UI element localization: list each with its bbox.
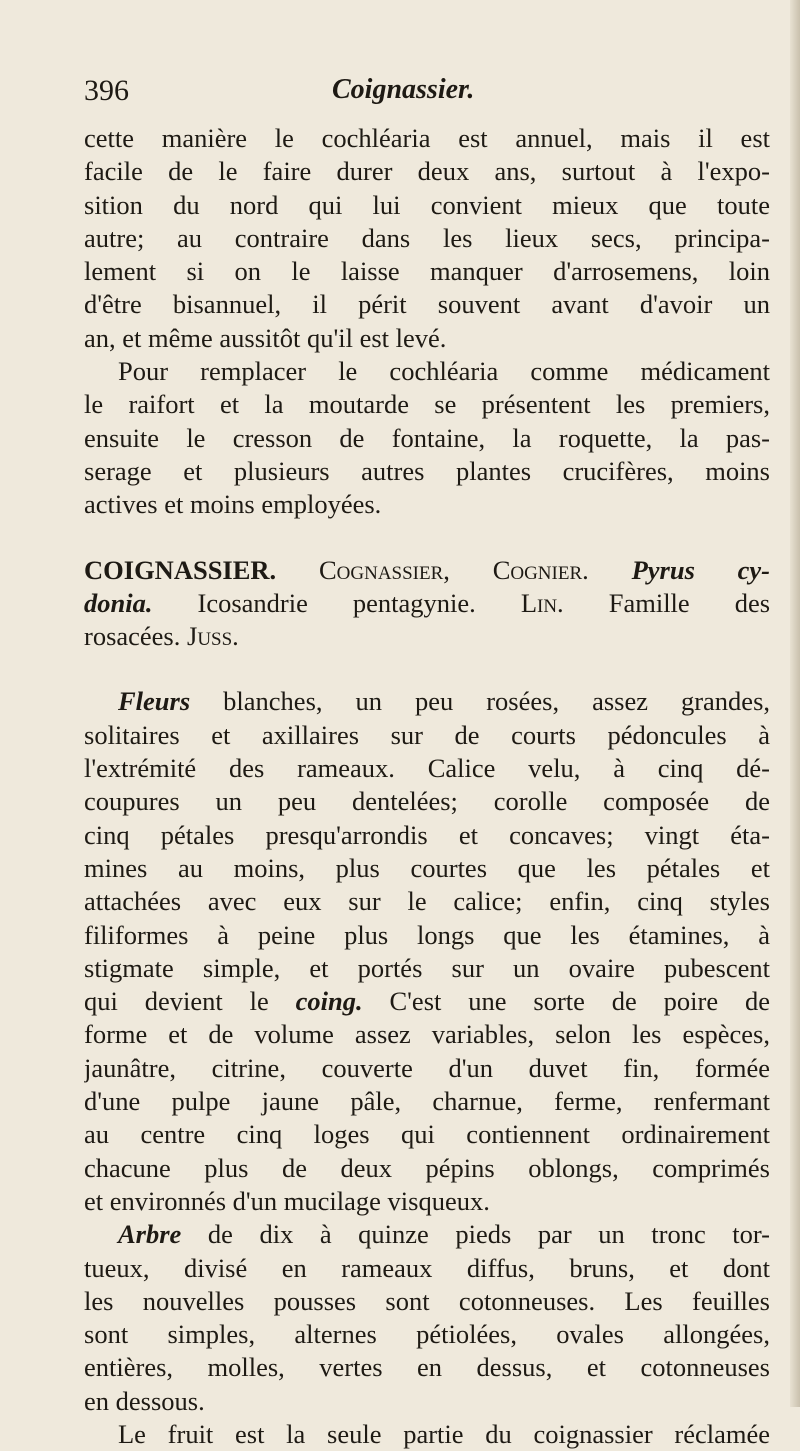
section-gap xyxy=(84,653,770,685)
text-line: d'une pulpe jaune pâle, charnue, ferme, renfermant xyxy=(84,1086,770,1117)
text-line: stigmate simple, et portés sur un ovaire pubescent xyxy=(84,952,770,983)
text-line: sition du nord qui lui convient mieux que toute xyxy=(84,189,770,220)
entry-headword: COIGNASSIER. xyxy=(84,554,277,585)
text-line: lement si on le laisse manquer d'arrosemens, loin xyxy=(84,256,770,287)
text-line: cette manière le cochléaria est annuel, mais il est xyxy=(84,123,770,153)
text-line: et environnés d'un mucilage visqueux. xyxy=(84,1185,490,1216)
text-line: attachées avec eux sur le calice; enfin, cinq styles xyxy=(84,886,770,917)
text-line: chacune plus de deux pépins oblongs, comprimés xyxy=(84,1152,770,1183)
paragraph-substitutes xyxy=(84,355,770,521)
text-line: coupures un peu dentelées; corolle composée de xyxy=(84,786,770,817)
text-line: cinq pétales presqu'arrondis et concaves; vingt éta- xyxy=(84,819,770,850)
text-line: sont simples, alternes pétiolées, ovales allongées, xyxy=(84,1319,770,1350)
text-line: mines au moins, plus courtes que les pétales et xyxy=(84,852,770,883)
entry-synonyms: Cognassier, Cognier. xyxy=(318,554,589,585)
text-line: l'extrémité des rameaux. Calice velu, à cinq dé- xyxy=(84,753,770,784)
family-label: Famille des xyxy=(608,587,770,618)
tree-first-line: de dix à quinze pieds par un tronc tor- xyxy=(207,1219,770,1250)
text-line: ensuite le cresson de fontaine, la roquette, la pas- xyxy=(84,422,770,453)
text-line xyxy=(84,620,770,653)
text-line: les nouvelles pousses sont cotonneuses. Les feuilles xyxy=(84,1285,770,1316)
paragraph-tree xyxy=(84,1218,770,1418)
text-line: autre; au contraire dans les lieux secs, principa- xyxy=(84,222,770,253)
text-line: Pour remplacer le cochléaria comme médicament xyxy=(118,356,770,387)
authority-jussieu: Juss. xyxy=(187,621,239,652)
latin-name: Pyrus cy- xyxy=(631,554,770,585)
text-line: entières, molles, vertes en dessus, et cotonneuses xyxy=(84,1352,770,1383)
running-title: Coignassier. xyxy=(332,74,475,105)
text-line: serage et plusieurs autres plantes crucifères, moins xyxy=(84,455,770,486)
text-line: filiformes à peine plus longs que les étamines, à xyxy=(84,919,770,950)
section-gap xyxy=(84,522,770,554)
classification: Icosandrie pentagynie. xyxy=(197,587,476,618)
text-line xyxy=(84,685,770,718)
tree-heading: Arbre xyxy=(118,1219,182,1250)
text-line xyxy=(84,587,770,620)
page-number: 396 xyxy=(84,74,129,107)
text-line: d'être bisannuel, il périt souvent avant d'avoir un xyxy=(84,289,770,320)
paragraph-cochlearia-end xyxy=(84,122,770,355)
authority-linnaeus: Lin. xyxy=(520,587,564,618)
coing-word: coing. xyxy=(295,986,363,1017)
text-line: au centre cinq loges qui contiennent ordinairement xyxy=(84,1119,770,1150)
page-header xyxy=(84,74,744,114)
coing-before: qui devient le xyxy=(84,986,269,1017)
text-line xyxy=(84,985,770,1018)
text-line: jaunâtre, citrine, couverte d'un duvet fin, formée xyxy=(84,1052,770,1083)
body-text xyxy=(84,122,770,1451)
entry-heading xyxy=(84,554,770,654)
text-line: actives et moins employées. xyxy=(84,489,382,520)
page-edge-shadow xyxy=(790,0,800,1407)
paragraph-fruit xyxy=(84,1418,770,1451)
text-line: facile de le faire durer deux ans, surtout à l'expo- xyxy=(84,156,770,187)
text-line: solitaires et axillaires sur de courts pédoncules à xyxy=(84,719,770,750)
family-name: rosacées. xyxy=(84,621,181,652)
flowers-heading: Fleurs xyxy=(118,686,191,717)
latin-name-continued: donia. xyxy=(84,587,153,618)
text-line: tueux, divisé en rameaux diffus, bruns, et dont xyxy=(84,1252,770,1283)
text-line xyxy=(84,554,770,587)
text-line: le raifort et la moutarde se présentent les premiers, xyxy=(84,389,770,420)
text-line: forme et de volume assez variables, selon les espèces, xyxy=(84,1019,770,1050)
paragraph-flowers xyxy=(84,685,770,1218)
flowers-first-line: blanches, un peu rosées, assez grandes, xyxy=(223,686,770,717)
text-line xyxy=(84,1218,770,1251)
text-line: Le fruit est la seule partie du coignassier réclamée xyxy=(118,1418,770,1449)
text-line: en dessous. xyxy=(84,1385,205,1416)
coing-after: C'est une sorte de poire de xyxy=(389,986,770,1017)
text-line: an, et même aussitôt qu'il est levé. xyxy=(84,322,447,353)
